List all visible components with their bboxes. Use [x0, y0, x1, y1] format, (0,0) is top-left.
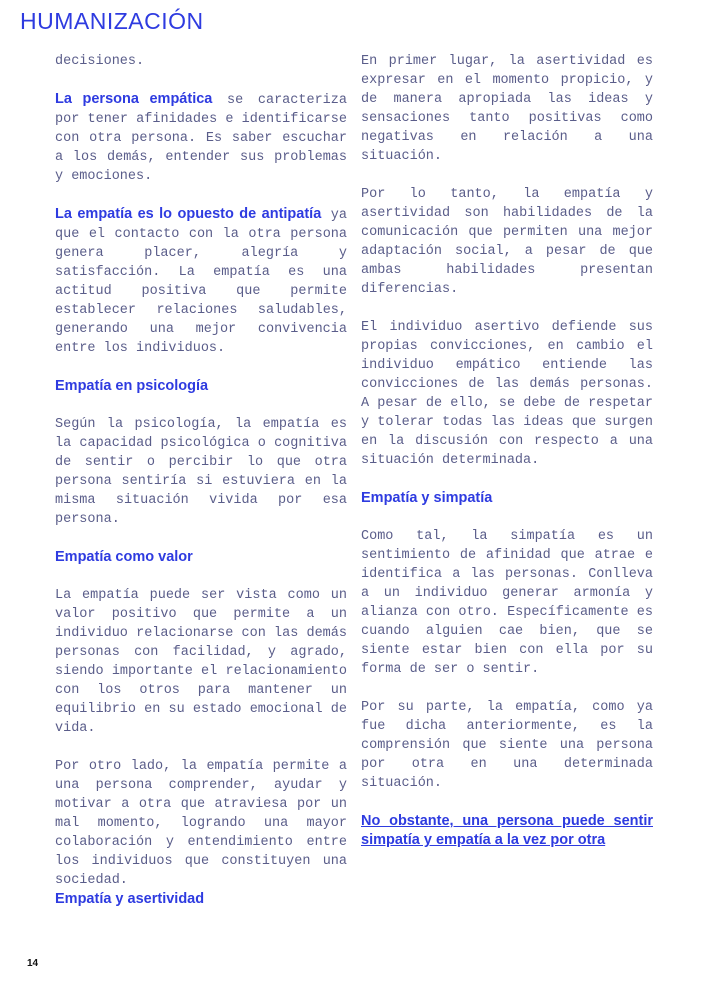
- paragraph-continuation: decisiones.: [55, 54, 145, 69]
- paragraph-por-lo-tanto: Por lo tanto, la empatía y asertividad son habilidades de la comunicación que permiten una mejor adaptación social, a pesar de que ambas habilidades presentan diferencias.: [361, 187, 653, 297]
- page-header-title: HUMANIZACIÓN: [20, 8, 204, 34]
- link-simpatia-empatia[interactable]: No obstante, una persona puede sentir simpatía y empatía a la vez por otra: [361, 813, 653, 848]
- paragraph-psicologia: Según la psicología, la empatía es la capacidad psicológica o cognitiva de sentir o percibir lo que otra persona sentiría si estuviera en la misma situación vivida por esa persona.: [55, 417, 347, 527]
- heading-empatia-valor: Empatía como valor: [55, 549, 193, 565]
- lead-opuesto-antipatia: La empatía es lo opuesto de antipatía: [55, 206, 322, 222]
- paragraph-por-su-parte: Por su parte, la empatía, como ya fue dicha anteriormente, es la comprensión que siente una persona por otra en una determinada situación.: [361, 700, 653, 791]
- heading-empatia-psicologia: Empatía en psicología: [55, 378, 209, 394]
- text-opuesto-antipatia: ya que el contacto con la otra persona genera placer, alegría y satisfacción. La empatía es una actitud positiva que permite establecer relaciones saludables, generando una mejor convivencia entre los individuos.: [55, 208, 347, 356]
- paragraph-como-tal: Como tal, la simpatía es un sentimiento de afinidad que atrae e identifica a las personas. Conlleva a un individuo generar armonía y alianza con otro. Específicamente es cuando alguien cae bien, que se siente estar bien con ella por su forma de ser o sentir.: [361, 529, 653, 677]
- paragraph-persona-empatica: [55, 90, 347, 186]
- lead-persona-empatica: La persona empática: [55, 91, 213, 107]
- paragraph-individuo-asertivo: El individuo asertivo defiende sus propias convicciones, en cambio el individuo empático entiende las convicciones de las demás personas. A pesar de ello, se debe de respetar y tolerar todas las ideas que surgen en la discusión con respecto a una situación determinada.: [361, 320, 653, 468]
- text-persona-empatica: se caracteriza por tener afinidades e identificarse con otra persona. Es saber escuchar a los demás, entender sus problemas y emociones.: [55, 93, 347, 184]
- heading-empatia-asertividad: Empatía y asertividad: [55, 891, 205, 907]
- right-column: [361, 52, 653, 850]
- paragraph-opuesto-antipatia: [55, 205, 347, 358]
- paragraph-valor: La empatía puede ser vista como un valor positivo que permite a un individuo relacionarse con las demás personas con facilidad, y agrado, siendo importante el relacionamiento con los otros para mantener un equilibrio en su estado emocional de vida.: [55, 588, 347, 736]
- paragraph-otro-lado: Por otro lado, la empatía permite a una persona comprender, ayudar y motivar a otra que atraviesa por un mal momento, logrando una mayor colaboración y entendimiento entre los individuos que constituyen una sociedad.: [55, 759, 347, 888]
- left-column: [55, 52, 347, 909]
- page-number: 14: [27, 958, 39, 969]
- heading-empatia-simpatia: Empatía y simpatía: [361, 490, 493, 506]
- paragraph-primer-lugar: En primer lugar, la asertividad es expresar en el momento propicio, y de manera apropiada las ideas y sensaciones tanto positivas como negativas en relación a una situación.: [361, 54, 653, 164]
